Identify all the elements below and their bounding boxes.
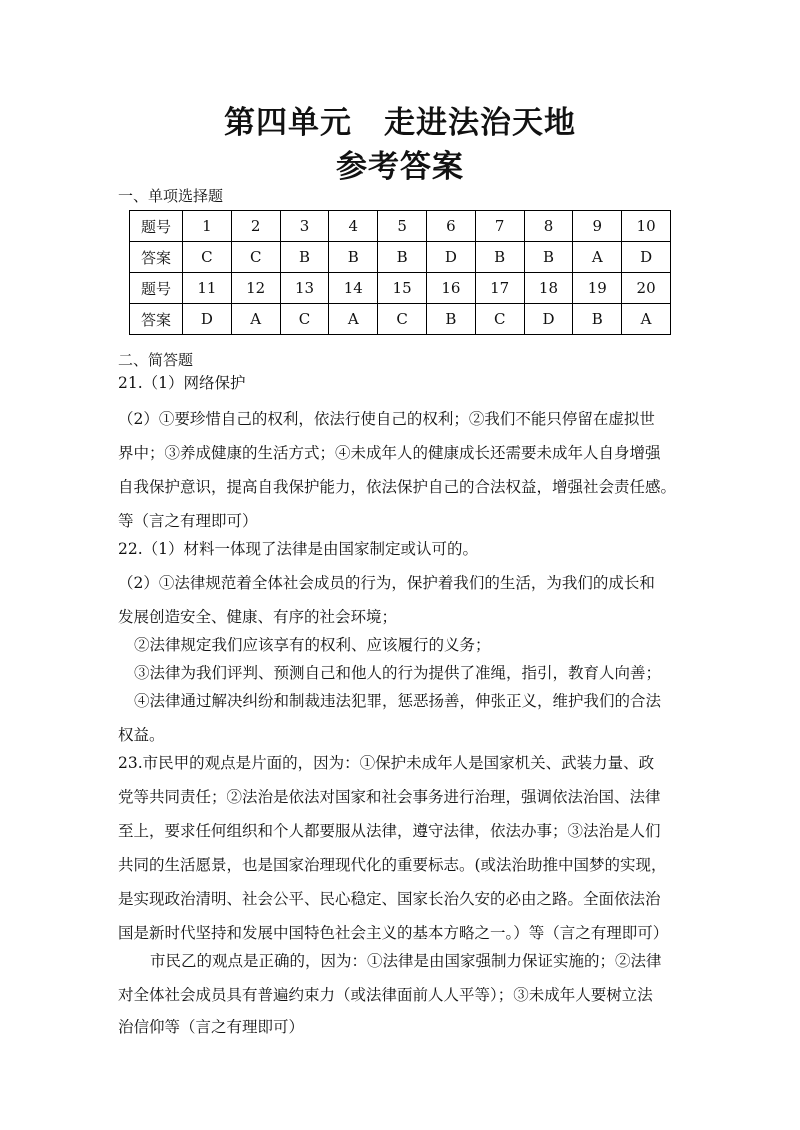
table-cell: C bbox=[475, 304, 524, 335]
table-cell: 18 bbox=[524, 273, 573, 304]
answer-line: 至上，要求任何组织和个人都要服从法律，遵守法律，依法办事；③法治是人们 bbox=[118, 822, 661, 840]
answer-line: 自我保护意识，提高自我保护能力，依法保护自己的合法权益，增强社会责任感。 bbox=[118, 478, 677, 496]
table-cell: C bbox=[183, 242, 232, 273]
table-cell: A bbox=[573, 242, 622, 273]
answer-line: 22.（1）材料一体现了法律是由国家制定或认可的。 bbox=[118, 540, 479, 558]
section-heading-short-answer: 二、简答题 bbox=[118, 351, 194, 369]
table-cell: 13 bbox=[280, 273, 329, 304]
table-row bbox=[130, 304, 671, 335]
table-row bbox=[130, 242, 671, 273]
row-header: 答案 bbox=[130, 242, 183, 273]
page-subtitle: 参考答案 bbox=[336, 149, 464, 185]
table-cell: D bbox=[524, 304, 573, 335]
table-cell: 5 bbox=[378, 211, 427, 242]
row-header: 题号 bbox=[130, 273, 183, 304]
table-cell: 2 bbox=[231, 211, 280, 242]
table-cell: B bbox=[524, 242, 573, 273]
table-cell: A bbox=[329, 304, 378, 335]
answer-line: 党等共同责任；②法治是依法对国家和社会事务进行治理，强调依法治国、法律 bbox=[118, 788, 661, 806]
table-cell: D bbox=[426, 242, 475, 273]
answer-line: 市民乙的观点是正确的，因为：①法律是由国家强制力保证实施的；②法律 bbox=[150, 952, 662, 970]
page-title: 第四单元 走进法治天地 bbox=[224, 105, 576, 141]
answer-line: 界中；③养成健康的生活方式；④未成年人的健康成长还需要未成年人自身增强 bbox=[118, 444, 661, 462]
table-cell: B bbox=[329, 242, 378, 273]
answer-line: 23.市民甲的观点是片面的，因为：①保护未成年人是国家机关、武装力量、政 bbox=[118, 754, 655, 772]
table-row bbox=[130, 273, 671, 304]
section-heading-multiple-choice: 一、单项选择题 bbox=[118, 187, 224, 205]
table-cell: C bbox=[231, 242, 280, 273]
table-cell: 14 bbox=[329, 273, 378, 304]
answer-line: 等（言之有理即可） bbox=[118, 512, 258, 530]
table-cell: D bbox=[622, 242, 671, 273]
table-cell: A bbox=[622, 304, 671, 335]
row-header: 答案 bbox=[130, 304, 183, 335]
table-cell: C bbox=[378, 304, 427, 335]
table-cell: 19 bbox=[573, 273, 622, 304]
table-cell: 3 bbox=[280, 211, 329, 242]
table-cell: 7 bbox=[475, 211, 524, 242]
table-cell: 10 bbox=[622, 211, 671, 242]
table-cell: B bbox=[475, 242, 524, 273]
table-cell: A bbox=[231, 304, 280, 335]
answer-line: 权益。 bbox=[118, 726, 165, 744]
table-row bbox=[130, 211, 671, 242]
answer-line: 是实现政治清明、社会公平、民心稳定、国家长治久安的必由之路。全面依法治 bbox=[118, 890, 661, 908]
row-header: 题号 bbox=[130, 211, 183, 242]
table-cell: 8 bbox=[524, 211, 573, 242]
answer-line: 发展创造安全、健康、有序的社会环境； bbox=[118, 608, 398, 626]
table-cell: 15 bbox=[378, 273, 427, 304]
table-cell: 16 bbox=[426, 273, 475, 304]
answer-line: ②法律规定我们应该享有的权利、应该履行的义务； bbox=[134, 636, 491, 654]
table-cell: 6 bbox=[426, 211, 475, 242]
table-cell: D bbox=[183, 304, 232, 335]
answer-line: （2）①法律规范着全体社会成员的行为，保护着我们的生活，为我们的成长和 bbox=[118, 574, 655, 592]
table-cell: 11 bbox=[183, 273, 232, 304]
table-cell: 20 bbox=[622, 273, 671, 304]
table-cell: B bbox=[378, 242, 427, 273]
table-cell: B bbox=[573, 304, 622, 335]
answer-line: 21.（1）网络保护 bbox=[118, 374, 246, 392]
table-cell: 9 bbox=[573, 211, 622, 242]
answer-line: （2）①要珍惜自己的权利，依法行使自己的权利；②我们不能只停留在虚拟世 bbox=[118, 410, 655, 428]
answer-line: 国是新时代坚持和发展中国特色社会主义的基本方略之一。）等（言之有理即可） bbox=[118, 924, 669, 942]
table-cell: 1 bbox=[183, 211, 232, 242]
table-cell: C bbox=[280, 304, 329, 335]
answer-line: 治信仰等（言之有理即可） bbox=[118, 1018, 305, 1036]
answer-line: 对全体社会成员具有普遍约束力（或法律面前人人平等）；③未成年人要树立法 bbox=[118, 986, 653, 1004]
answer-line: 共同的生活愿景，也是国家治理现代化的重要标志。(或法治助推中国梦的实现， bbox=[118, 856, 667, 874]
table-cell: 12 bbox=[231, 273, 280, 304]
answer-table bbox=[129, 210, 671, 335]
table-cell: B bbox=[426, 304, 475, 335]
answer-line: ④法律通过解决纠纷和制裁违法犯罪，惩恶扬善，伸张正义，维护我们的合法 bbox=[134, 692, 662, 710]
table-cell: B bbox=[280, 242, 329, 273]
table-cell: 17 bbox=[475, 273, 524, 304]
answer-line: ③法律为我们评判、预测自己和他人的行为提供了准绳，指引，教育人向善； bbox=[134, 664, 662, 682]
table-cell: 4 bbox=[329, 211, 378, 242]
